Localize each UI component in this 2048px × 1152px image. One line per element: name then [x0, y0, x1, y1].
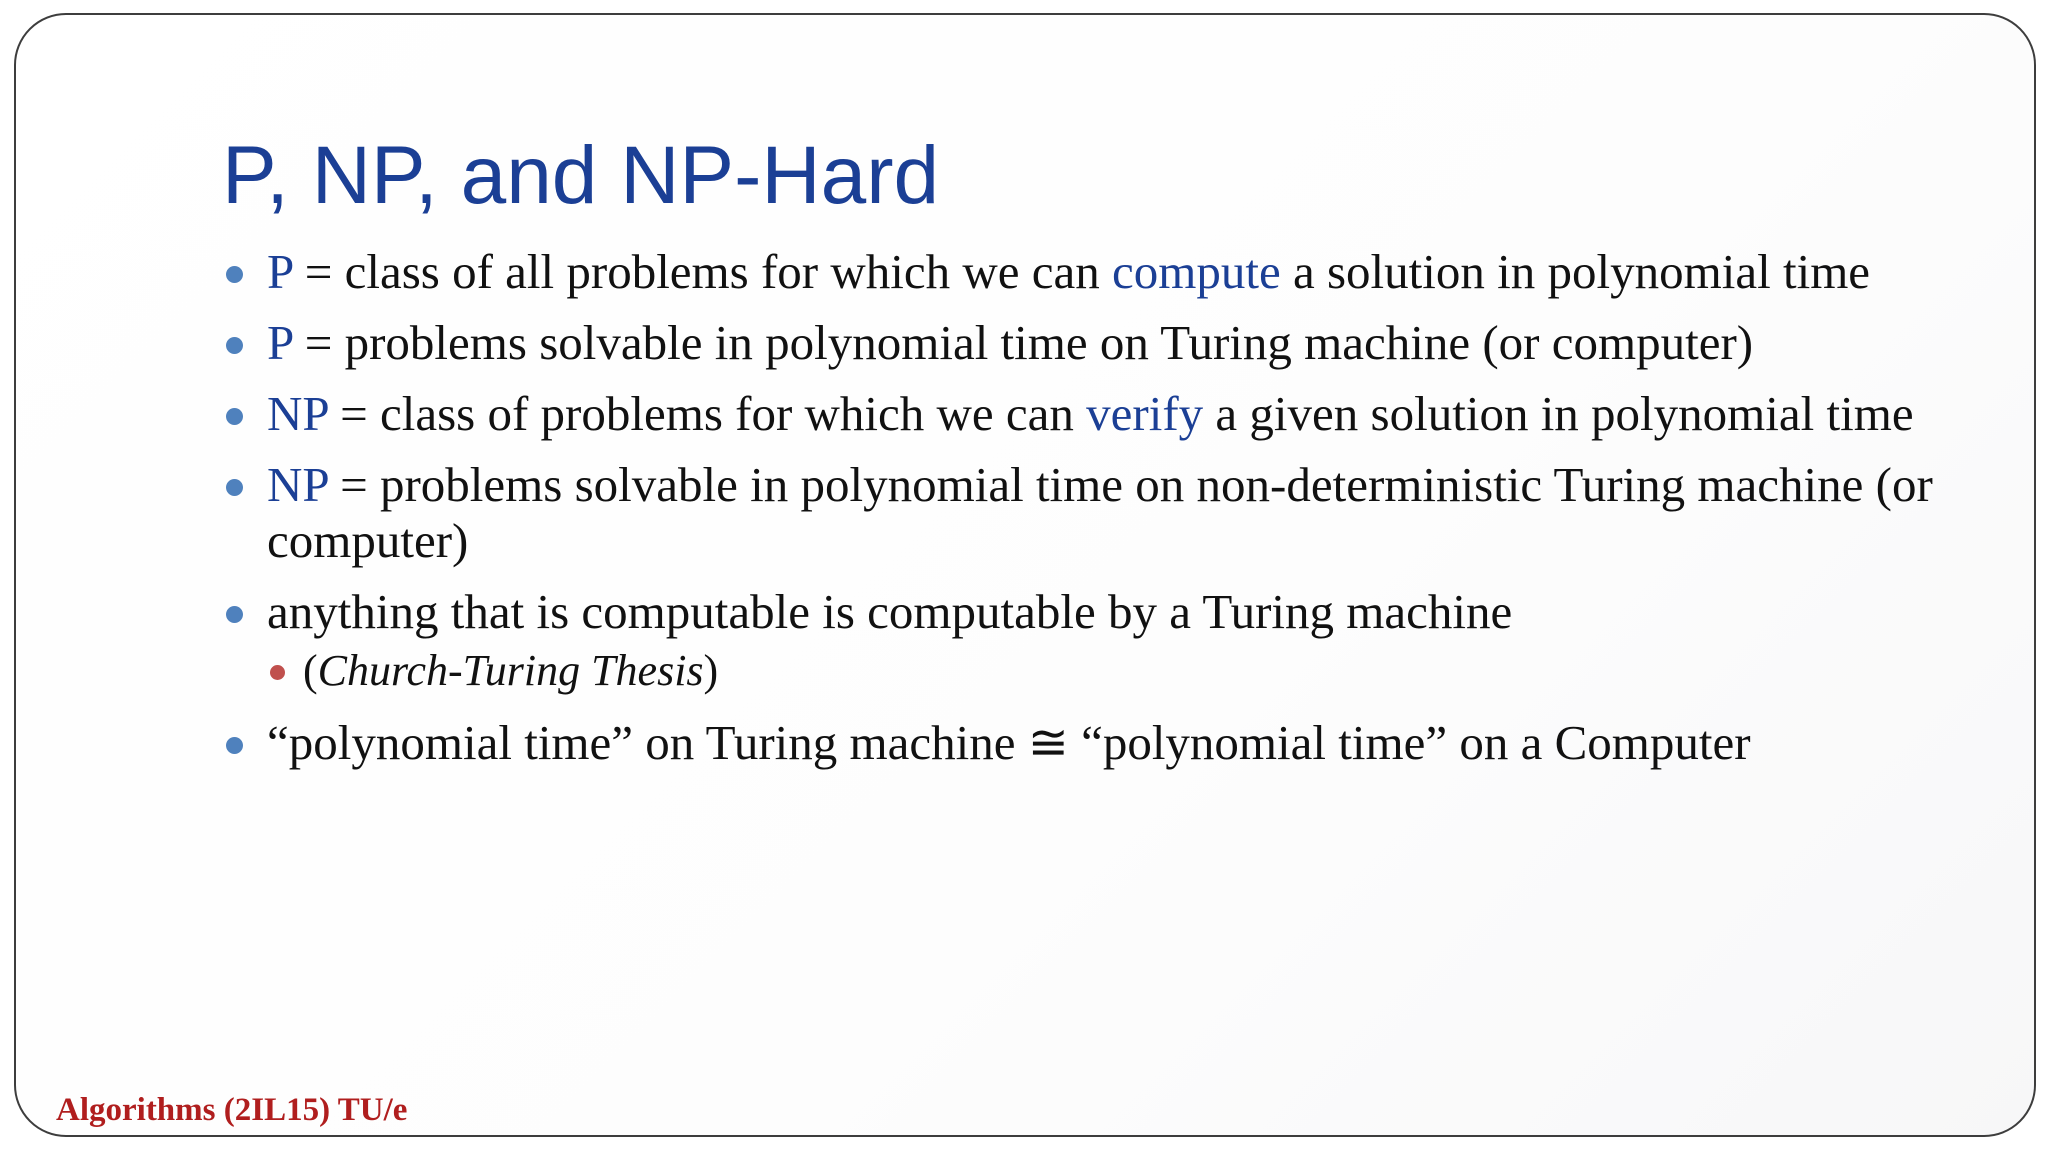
equals-sign: = [327, 386, 380, 441]
term-p: P [267, 315, 293, 370]
bullet-p-turing [222, 315, 1942, 371]
bullet-polynomial-equivalence [222, 715, 1942, 771]
bullet-text: class of all problems for which we can [344, 244, 1112, 299]
bullet-text: class of problems for which we can [379, 386, 1087, 441]
bullet-computable [222, 584, 1942, 640]
bullet-list [222, 244, 1942, 786]
bullet-text: a solution in polynomial time [1280, 244, 1871, 299]
keyword-verify: verify [1086, 386, 1204, 441]
slide-title: P, NP, and NP-Hard [222, 130, 940, 221]
bullet-p-compute [222, 244, 1942, 300]
paren-close: ) [703, 646, 719, 695]
equals-sign: = [292, 315, 345, 370]
bullet-text: anything that is computable is computable by a Turing machine [267, 584, 1513, 639]
course-footer: Algorithms (2IL15) TU/e [56, 1092, 408, 1128]
church-turing-thesis: Church-Turing Thesis [317, 646, 704, 695]
term-np: NP [267, 386, 328, 441]
paren-open: ( [303, 646, 318, 695]
term-p: P [267, 244, 293, 299]
bullet-text: “polynomial time” on Turing machine ≅ “polynomial time” on a Computer [267, 715, 1751, 770]
bullet-np-nondeterministic [222, 457, 1942, 569]
sub-bullet-church-turing [268, 645, 1942, 697]
keyword-compute: compute [1112, 244, 1281, 299]
equals-sign: = [327, 457, 380, 512]
bullet-text: problems solvable in polynomial time on Turing machine (or computer) [344, 315, 1754, 370]
term-np: NP [267, 457, 328, 512]
bullet-np-verify [222, 386, 1942, 442]
bullet-text: problems solvable in polynomial time on non-deterministic Turing machine (or computer) [267, 457, 1933, 568]
bullet-text: a given solution in polynomial time [1203, 386, 1914, 441]
equals-sign: = [292, 244, 345, 299]
